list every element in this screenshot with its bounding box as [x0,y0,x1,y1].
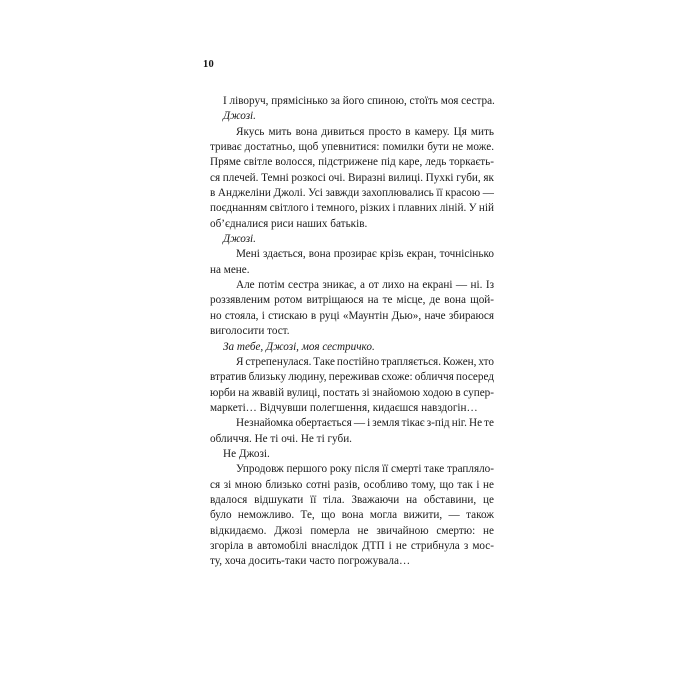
text-line-roman: Упродовж першого року після її смерті таке трапляло- [236,463,494,476]
text-line-italic: За тебе, Джозі, моя сестричко. [223,340,375,353]
text-line-roman: виголосити тост. [210,325,290,338]
text-line [210,109,494,124]
text-line-roman: ту, хоча досить-таки часто погрожувала… [210,555,411,568]
text-line [210,155,494,170]
text-line [210,293,494,308]
text-line-roman: було неможливо. Те, що вона могла вижити, — також [210,509,494,522]
text-line [210,508,494,523]
text-line-roman: Незнайомка обертається — і земля тікає з-під ніг. Не те [236,417,494,430]
text-line-roman: відкидаємо. Джозі померла не звичайною смертю: не [210,524,494,537]
text-line-roman: об’єдналися риси наших батьків. [210,217,368,230]
text-line-roman: Не Джозі. [223,447,270,460]
text-line-roman: на мене. [210,263,250,276]
text-line [210,416,494,431]
text-line [210,278,494,293]
text-line [210,462,494,477]
text-line [210,324,494,339]
text-line [210,340,494,355]
text-line [210,539,494,554]
text-line-roman: поєднанням світлого і темного, різких і плавних ліній. У ній [210,202,494,215]
text-line-roman: ся зі мною близько сотні разів, особливо тому, що так і не [210,478,494,491]
text-line [210,140,494,155]
text-line [210,386,494,401]
text-line [210,217,494,232]
text-line [210,186,494,201]
text-line [210,401,494,416]
text-line-roman: Пряме світле волосся, підстрижене під каре, ледь торкаєть- [210,156,494,169]
text-line [210,309,494,324]
text-line [210,94,494,109]
text-line-roman: згоріла в автомобілі внаслідок ДТП і не стрибнула з мос- [210,539,494,552]
text-line-italic: Джозі. [223,110,256,123]
text-line [210,478,494,493]
text-line-roman: в Анджеліни Джолі. Усі завжди захоплювались її красою — [210,187,494,200]
text-line [210,171,494,186]
text-line [210,554,494,569]
text-line-roman: роззявленим ротом витріщаюся на те місце, де вона щой- [210,294,494,307]
text-line [210,447,494,462]
text-line-roman: Але потім сестра зникає, а от лихо на екрані — ні. Із [236,279,494,292]
text-line-roman: вдалося відшукати її тіла. Зважаючи на обставини, це [210,493,494,506]
text-line [210,524,494,539]
text-line [210,247,494,262]
text-line-roman: триває достатньо, щоб упевнитися: помилки бути не може. [210,141,494,154]
text-line [210,125,494,140]
body-text-column [210,94,494,570]
text-line-roman: І ліворуч, прямісінько за його спиною, стоїть моя сестра. [223,95,495,107]
text-line-roman: обличчя. Не ті очі. Не ті губи. [210,432,352,445]
text-line-roman: Якусь мить вона дивиться просто в камеру. Ця мить [236,125,494,138]
text-line [210,263,494,278]
text-line-roman: Я стрепенулася. Таке постійно трапляється. Кожен, хто [236,355,494,368]
text-line [210,355,494,370]
text-line [210,370,494,385]
text-line-roman: втратив близьку людину, переживав схоже: обличчя посеред [210,371,494,384]
text-line-italic: Джозі. [223,233,256,246]
text-line-roman: но стояла, і стискаю в руці «Маунтін Дью», наче збираюся [210,309,494,322]
text-line [210,232,494,247]
text-line-roman: маркеті… Відчувши полегшення, кидаєшся навздогін… [210,401,478,414]
text-line-roman: Мені здається, вона прозирає крізь екран, точнісінько [236,248,494,261]
page-number: 10 [203,59,214,70]
text-line-roman: ся плечей. Темні розкосі очі. Виразні вилиці. Пухкі губи, як [210,171,494,184]
text-line [210,201,494,216]
text-line [210,493,494,508]
text-line [210,432,494,447]
text-line-roman: юрби на жвавій вулиці, постать зі знайомою ходою в супер- [210,386,494,399]
